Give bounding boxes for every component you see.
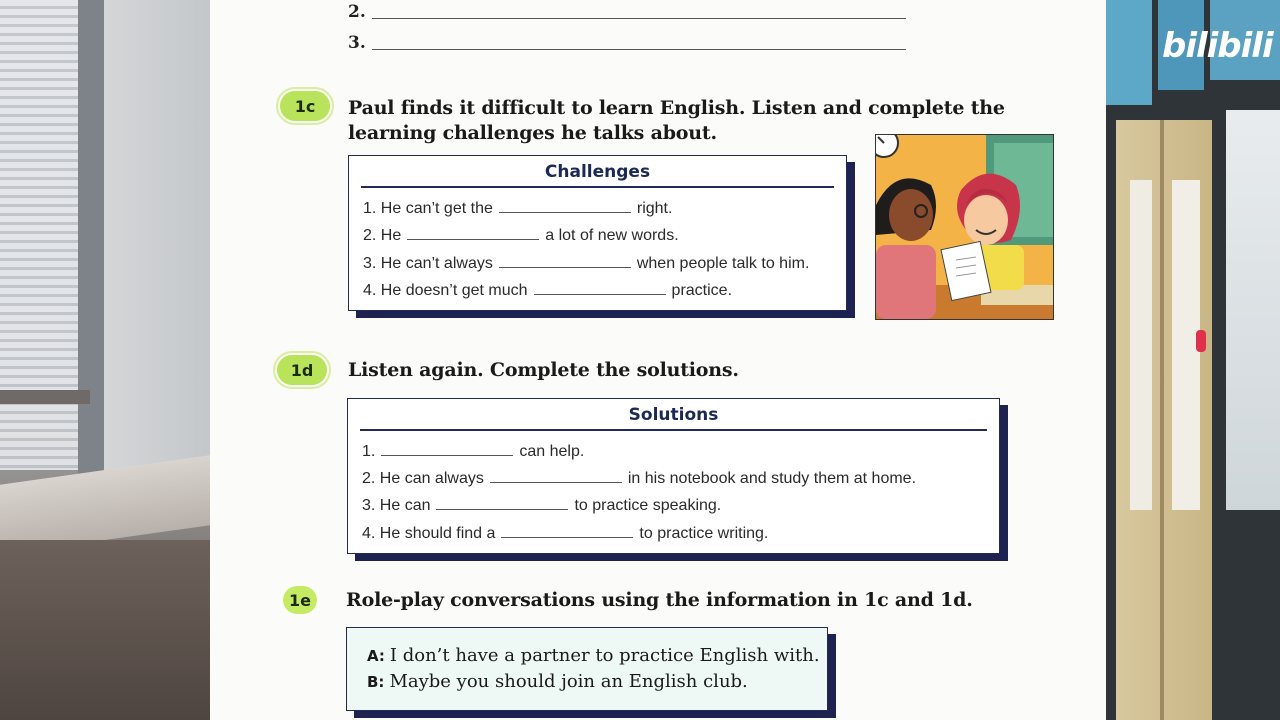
answer-blank [490,482,622,483]
solution-row-1 [362,443,584,461]
row-text: 3. He can’t always [363,255,493,272]
dialogue-text: I don’t have a partner to practice English with. [389,645,820,666]
solution-row-3 [362,497,721,515]
textbook-page [210,0,1106,720]
window-frame [78,0,104,480]
background-right-door [1106,0,1280,720]
solutions-box [347,398,1000,554]
answer-blank [381,455,513,456]
wall [104,0,210,480]
answer-blank [372,18,906,19]
exercise-badge-1c: 1c [280,91,330,121]
dialogue-box [346,627,828,711]
challenges-title: Challenges [361,162,834,188]
answer-blank [534,294,666,295]
door [1116,120,1212,720]
challenge-row-1 [363,200,672,218]
exercise-badge-1d: 1d [277,355,327,385]
row-text: can help. [519,443,585,460]
background-left-window [0,0,210,720]
challenges-box [348,155,847,311]
exercise-1e-instruction: Role-play conversations using the information in 1c and 1d. [346,589,973,611]
exercise-badge-1e: 1e [283,586,317,614]
answer-line-2 [348,2,366,22]
line-number: 3. [348,33,366,53]
row-text: to practice writing. [639,525,769,542]
answer-line-3 [348,33,366,53]
answer-blank [501,537,633,538]
solutions-title: Solutions [360,405,987,431]
challenge-row-3 [363,255,809,273]
row-text: when people talk to him. [636,255,810,272]
illustration-art [876,135,1053,319]
row-text: right. [636,200,673,217]
answer-blank [436,509,568,510]
row-text: 3. He can [362,497,431,514]
instruction-line: Paul finds it difficult to learn English. Listen and complete the [348,97,1005,119]
row-text: 2. He [363,227,402,244]
floor-shadow [0,540,210,720]
exercise-1d-instruction: Listen again. Complete the solutions. [348,359,739,381]
dialogue-text: Maybe you should join an English club. [389,671,748,692]
instruction-line: learning challenges he talks about. [348,122,717,144]
row-text: 4. He should find a [362,525,496,542]
answer-blank [499,212,631,213]
solution-row-2 [362,470,916,488]
challenge-row-2 [363,227,679,245]
row-text: in his notebook and study them at home. [627,470,917,487]
classroom-illustration [875,134,1054,320]
red-light [1196,330,1206,352]
line-number: 2. [348,2,366,22]
answer-blank [499,267,631,268]
door-glass [1130,180,1152,510]
door-seam [1160,120,1164,720]
row-text: 2. He can always [362,470,484,487]
bilibili-logo: bilibili [1162,26,1273,66]
answer-blank [407,239,539,240]
challenge-row-4 [363,282,732,300]
row-text: practice. [671,282,733,299]
row-text: 4. He doesn’t get much [363,282,528,299]
row-text: a lot of new words. [545,227,679,244]
solution-row-4 [362,525,768,543]
corridor-window [1226,110,1280,510]
speaker-label: A: [367,647,385,665]
row-text: 1. [362,443,376,460]
dialogue-line-b [367,671,748,692]
answer-blank [372,49,906,50]
balcony-rail [0,390,90,404]
row-text: 1. He can’t get the [363,200,493,217]
speaker-label: B: [367,673,385,691]
dialogue-line-a [367,645,820,666]
row-text: to practice speaking. [574,497,722,514]
